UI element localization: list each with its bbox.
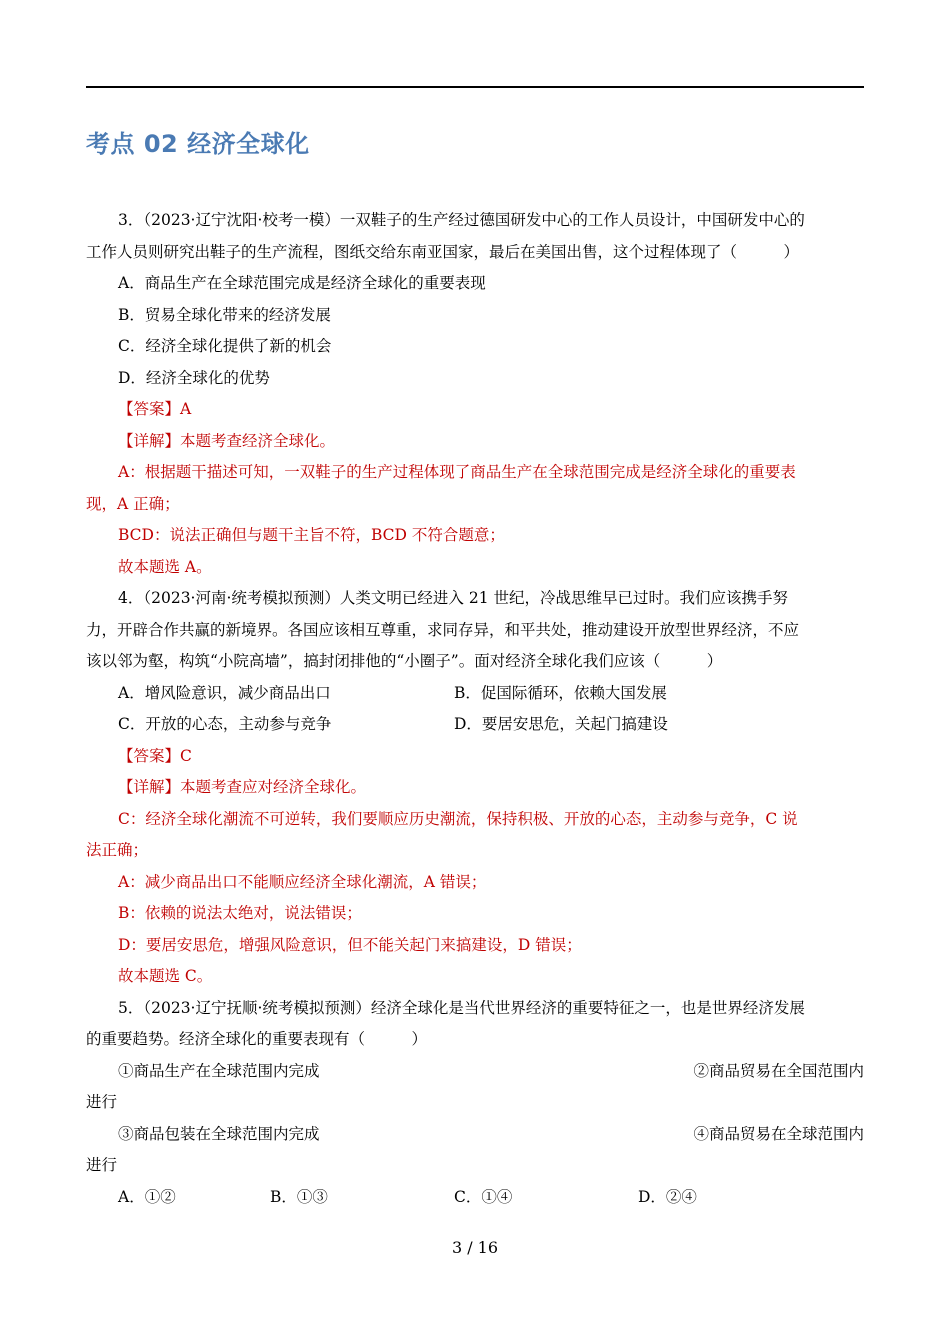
- q3-analysis-bcd: BCD：说法正确但与题干主旨不符，BCD 不符合题意；: [118, 526, 505, 544]
- q5-choices: [86, 1182, 864, 1214]
- q4-analysis-b: B：依赖的说法太绝对，说法错误；: [118, 904, 362, 922]
- q5-statement-3: ③商品包装在全球范围内完成: [118, 1124, 320, 1143]
- q4-conclusion: 故本题选 C。: [118, 967, 213, 985]
- q5-statement-4-cont: 进行: [86, 1156, 118, 1174]
- q3-option-b: B．贸易全球化带来的经济发展: [118, 305, 331, 324]
- q4-analysis-c-line2: 法正确；: [86, 841, 149, 859]
- q4-stem-line2: 力，开辟合作共赢的新境界。各国应该相互尊重，求同存异，和平共处，推动建设开放型世界经济，不应: [86, 620, 800, 639]
- q4-option-d: D．要居安思危，关起门搞建设: [454, 715, 668, 733]
- q4-analysis-c-line1: C：经济全球化潮流不可逆转，我们要顺应历史潮流，保持积极、开放的心态，主动参与竞争，C 说: [118, 809, 798, 828]
- q4-option-a: A．增风险意识，减少商品出口: [118, 683, 331, 702]
- q3-option-c: C．经济全球化提供了新的机会: [118, 337, 332, 355]
- q3-conclusion: 故本题选 A。: [118, 557, 212, 576]
- q4-options-row2: [86, 709, 864, 741]
- q3-option-a: A．商品生产在全球范围完成是经济全球化的重要表现: [118, 274, 486, 292]
- q4-analysis-d: D：要居安思危，增强风险意识，但不能关起门来搞建设，D 错误；: [118, 935, 582, 954]
- q3-analysis-a-line1: A：根据题干描述可知，一双鞋子的生产过程体现了商品生产在全球范围完成是经济全球化的重要表: [118, 463, 796, 481]
- q4-stem-line3: 该以邻为壑，构筑“小院高墙”，搞封闭排他的“小圈子”。面对经济全球化我们应该（ ）: [86, 652, 723, 670]
- q3-option-d: D．经济全球化的优势: [118, 368, 270, 387]
- q5-statement-2-cont: 进行: [86, 1093, 118, 1111]
- page-number: 3 / 16: [451, 1238, 499, 1257]
- q5-stem-line2: 的重要趋势。经济全球化的重要表现有（ ）: [86, 1030, 428, 1048]
- q5-choice-b: B．①③: [270, 1187, 328, 1206]
- q4-option-c: C．开放的心态，主动参与竞争: [118, 715, 332, 733]
- document-body: [86, 205, 864, 1213]
- q5-choice-a: A．①②: [118, 1187, 176, 1206]
- q4-detail: 【详解】本题考查应对经济全球化。: [118, 778, 367, 796]
- q4-options-row1: [86, 678, 864, 710]
- q5-statements-row2: [86, 1119, 864, 1151]
- q3-analysis-a-line2: 现，A 正确；: [86, 494, 180, 513]
- q4-option-b: B．促国际循环，依赖大国发展: [454, 683, 667, 702]
- q5-statements-row1: [86, 1056, 864, 1088]
- q5-statement-1: ①商品生产在全球范围内完成: [118, 1061, 320, 1080]
- q3-stem-line2: 工作人员则研究出鞋子的生产流程，图纸交给东南亚国家，最后在美国出售，这个过程体现了（ ）: [86, 242, 800, 261]
- q4-stem-line1: 4．（2023·河南·统考模拟预测）人类文明已经进入 21 世纪，冷战思维早已过时。我们应该携手努: [118, 589, 788, 607]
- q5-choice-c: C．①④: [454, 1187, 513, 1206]
- q5-statement-2: ②商品贸易在全国范围内: [693, 1061, 864, 1080]
- q4-analysis-a: A：减少商品出口不能顺应经济全球化潮流，A 错误；: [118, 872, 487, 891]
- q3-answer: 【答案】A: [118, 400, 192, 418]
- q4-answer: 【答案】C: [118, 746, 192, 765]
- q5-choice-d: D．②④: [638, 1187, 697, 1206]
- section-title: 考点 02 经济全球化: [86, 130, 310, 158]
- q5-statement-4: ④商品贸易在全球范围内: [693, 1124, 864, 1143]
- q3-detail: 【详解】本题考查经济全球化。: [118, 431, 336, 450]
- q5-stem-line1: 5．（2023·辽宁抚顺·统考模拟预测）经济全球化是当代世界经济的重要特征之一，也是世界经济发展: [118, 998, 805, 1017]
- q3-stem-line1: 3．（2023·辽宁沈阳·校考一模）一双鞋子的生产经过德国研发中心的工作人员设计，中国研发中心的: [118, 211, 805, 229]
- header-rule: [86, 86, 864, 88]
